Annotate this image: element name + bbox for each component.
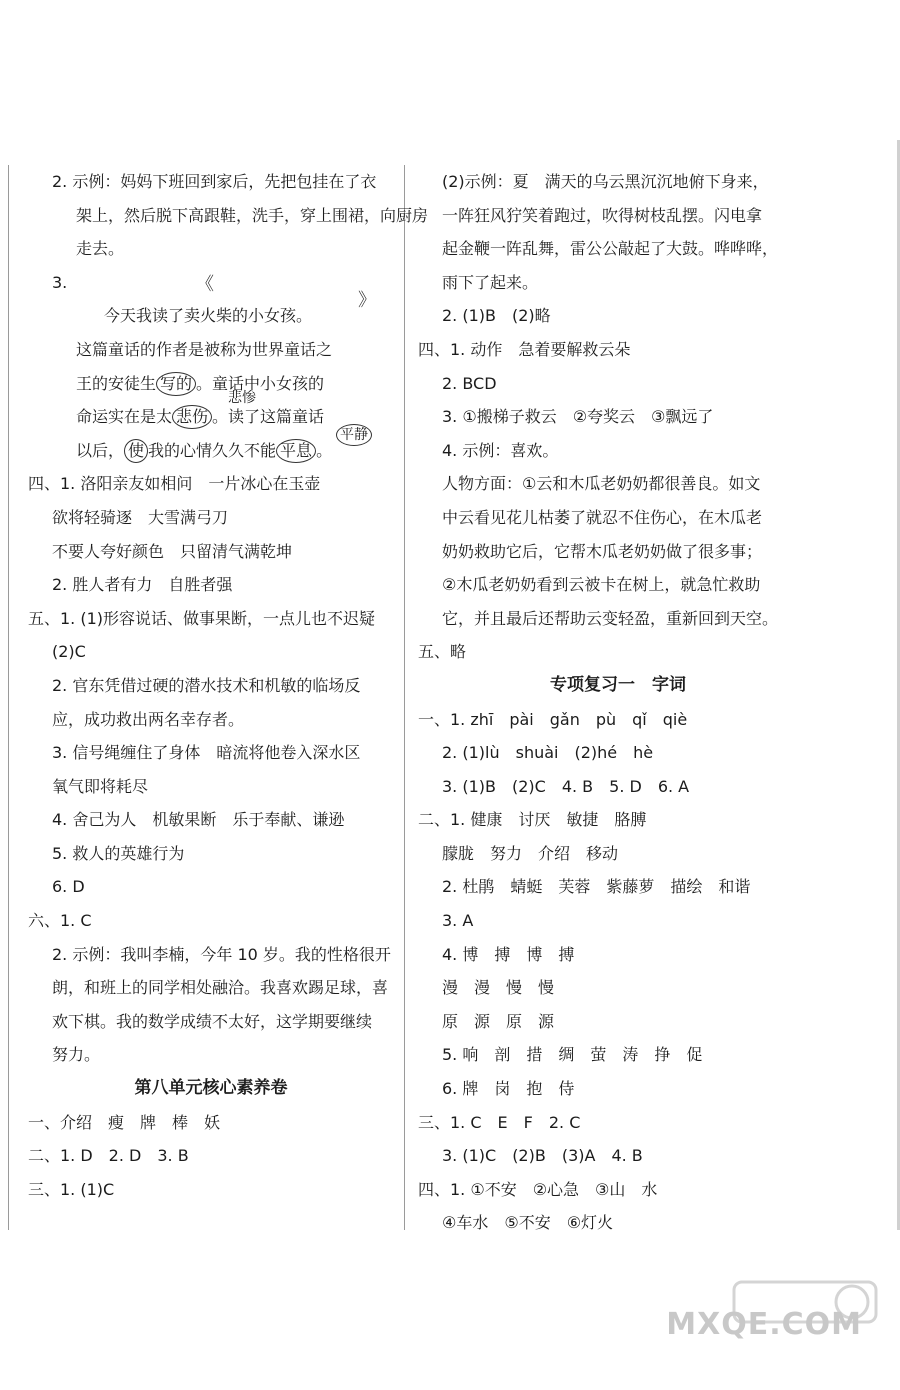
text-line: 朗，和班上的同学相处融洽。我喜欢踢足球，喜 <box>52 978 389 998</box>
passage-text: 。童话中小女孩的 <box>196 373 325 393</box>
text-line: 起金鞭一阵乱舞，雷公公敲起了大鼓。哗哗哗， <box>442 239 779 259</box>
text-line: 雨下了起来。 <box>442 272 539 292</box>
text-line: (2)C <box>52 642 86 662</box>
passage-line <box>28 426 394 468</box>
text-line: 5. 救人的英雄行为 <box>52 843 185 863</box>
left-margin-rule <box>8 165 9 1230</box>
text-line: 走去。 <box>76 239 125 259</box>
text-line: 它，并且最后还帮助云变轻盈，重新回到天空。 <box>442 608 779 628</box>
text-line: 三、1. C E F 2. C <box>418 1112 581 1132</box>
passage-text: 。 <box>296 306 313 326</box>
proofread-mark: 》 <box>358 290 376 312</box>
text-line: 2. BCD <box>442 373 497 393</box>
text-line: 二、1. 健康 讨厌 敏捷 胳膊 <box>418 810 647 830</box>
text-line: 四、1. 动作 急着要解救云朵 <box>418 339 631 359</box>
text-line: 四、1. 洛阳亲友如相问 一片冰心在玉壶 <box>28 474 321 494</box>
section-heading: 第八单元核心素养卷 <box>134 1078 288 1099</box>
text-line: 2. 官东凭借过硬的潜水技术和机敏的临场反 <box>52 675 361 695</box>
text-line: 3. 信号绳缠住了身体 暗流将他卷入深水区 <box>52 743 361 763</box>
text-line: 原 源 原 源 <box>442 1011 555 1031</box>
text-line: 3. ①搬梯子救云 ②夸奖云 ③飘远了 <box>442 407 714 427</box>
passage-text: 以后， <box>76 440 125 460</box>
text-line: 中云看见花儿枯萎了就忍不住伤心，在木瓜老 <box>442 507 763 527</box>
text-line: 应，成功救出两名幸存者。 <box>52 709 245 729</box>
question-number: 3. <box>52 272 68 292</box>
passage-text: 卖火柴的小女孩 <box>184 306 297 326</box>
text-line: 3. (1)B (2)C 4. B 5. D 6. A <box>442 776 690 796</box>
passage-line <box>28 333 394 367</box>
text-line: 五、1. (1)形容说话、做事果断，一点儿也不迟疑 <box>28 608 376 628</box>
passage-text: 今天我读了 <box>104 306 185 326</box>
text-line: 六、1. C <box>28 911 92 931</box>
passage-line <box>28 367 394 401</box>
passage-line <box>28 274 394 333</box>
passage-text: 王 <box>76 373 93 393</box>
passage-text: 。读了这篇童话 <box>212 407 325 427</box>
text-line: 一阵狂风狞笑着跑过，吹得树枝乱摆。闪电拿 <box>442 205 763 225</box>
passage-text: 我的心情久久不能 <box>148 440 277 460</box>
text-line: 五、略 <box>418 642 467 662</box>
text-line: 3. (1)C (2)B (3)A 4. B <box>442 1146 643 1166</box>
correction-note: 悲惨 <box>228 390 256 407</box>
watermark-logo <box>666 1280 880 1350</box>
section-heading: 专项复习一 字词 <box>550 674 686 695</box>
passage-text: 的安徒生 <box>92 373 157 393</box>
text-line: 一、1. zhī pài gǎn pù qǐ qiè <box>418 709 688 729</box>
text-line: ②木瓜老奶奶看到云被卡在树上，就急忙救助 <box>442 575 761 595</box>
circled-word: 使 <box>124 439 148 463</box>
text-line: 4. 博 搏 博 搏 <box>442 944 575 964</box>
text-line: 2. (1)lù shuài (2)hé hè <box>442 743 654 763</box>
text-line: 6. 牌 岗 抱 侍 <box>442 1079 575 1099</box>
text-line: 朦胧 努力 介绍 移动 <box>442 843 619 863</box>
left-column <box>28 165 429 1206</box>
circled-word: 悲伤 <box>172 405 212 429</box>
text-line: 6. D <box>52 877 85 897</box>
text-line: 二、1. D 2. D 3. B <box>28 1146 189 1166</box>
text-line: 努力。 <box>52 1045 101 1065</box>
text-line: 4. 舍己为人 机敏果断 乐于奉献、谦逊 <box>52 810 345 830</box>
right-column <box>418 165 818 1240</box>
column-divider <box>404 165 405 1230</box>
text-line: 2. 胜人者有力 自胜者强 <box>52 575 233 595</box>
text-line: ④车水 ⑤不安 ⑥灯火 <box>442 1213 614 1233</box>
text-line: 氧气即将耗尽 <box>52 776 149 796</box>
text-line: 三、1. (1)C <box>28 1179 115 1199</box>
text-line: 欲将轻骑逐 大雪满弓刀 <box>52 507 229 527</box>
text-line: 5. 响 剖 措 绸 萤 涛 挣 促 <box>442 1045 703 1065</box>
text-line: 3. A <box>442 911 474 931</box>
text-line: 2. (1)B (2)略 <box>442 306 551 326</box>
passage-text: 命运实在是太 <box>76 407 173 427</box>
text-line: 四、1. ①不安 ②心急 ③山 水 <box>418 1179 658 1199</box>
passage-text: 这篇童话的作者是被称为 <box>76 339 253 359</box>
correction-note: 平静 <box>336 424 372 446</box>
text-line: 欢下棋。我的数学成绩不太好，这学期要继续 <box>52 1011 373 1031</box>
proofread-mark: 《 <box>196 274 214 296</box>
text-line: 架上，然后脱下高跟鞋，洗手，穿上围裙，向厨房 <box>76 205 429 225</box>
circled-word: 平息 <box>276 439 316 463</box>
text-line: 奶奶救助它后，它帮木瓜老奶奶做了很多事； <box>442 541 763 561</box>
text-line: 2. 示例：我叫李楠，今年 10 岁。我的性格很开 <box>52 944 391 964</box>
annotated-passage <box>28 274 394 467</box>
passage-text: 。 <box>316 440 333 460</box>
text-line: 漫 漫 慢 慢 <box>442 978 555 998</box>
text-line: 不要人夸好颜色 只留清气满乾坤 <box>52 541 293 561</box>
text-line: 4. 示例：喜欢。 <box>442 440 559 460</box>
text-line: 一、介绍 瘦 牌 棒 妖 <box>28 1112 221 1132</box>
text-line: 人物方面：①云和木瓜老奶奶都很善良。如文 <box>442 474 761 494</box>
text-line: 2. 杜鹃 蜻蜓 芙蓉 紫藤萝 描绘 和谐 <box>442 877 751 897</box>
text-line: (2)示例：夏 满天的乌云黑沉沉地俯下身来， <box>442 172 769 191</box>
watermark-text: MXQE.COM <box>666 1307 862 1342</box>
text-line: 2. 示例：妈妈下班回到家后，先把包挂在了衣 <box>52 172 377 191</box>
circled-word: 写的 <box>156 372 196 396</box>
passage-text: 世界童话之 <box>252 339 333 359</box>
